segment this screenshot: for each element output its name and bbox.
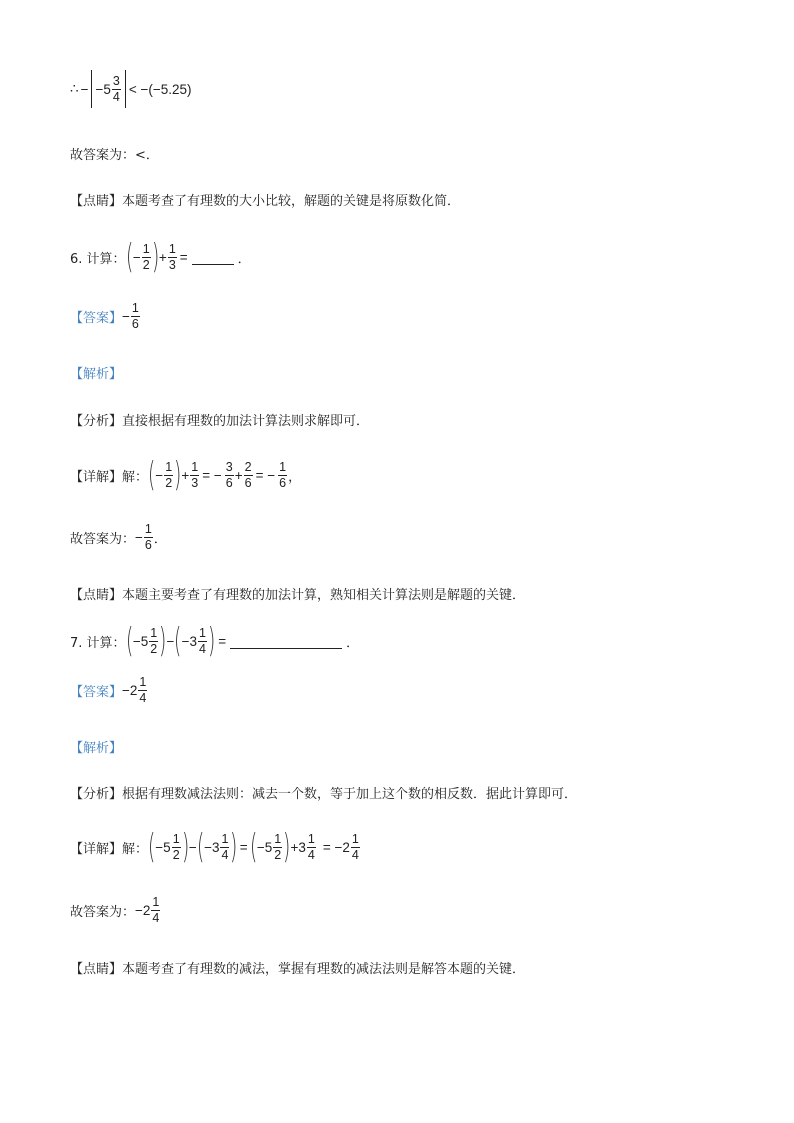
right-paren: ) [181,827,189,867]
comment-tag: 【点睛】 [70,962,123,977]
analysis-tag: 【分析】 [70,414,123,429]
answer-blank [192,250,234,265]
left-paren: ( [125,621,133,661]
solution-7: 【详解】 解： ( −5 $\frac{1}{2}$ ) − ( −3 $\frac{1}{4}$ ) = ( −5 $\frac{1}{2}$ ) +3 $\frac{1}{4}$ = −2 $\frac{1}{4}$ [70,827,359,867]
answer-tag: 【答案】 [70,685,123,700]
solution-6: 【详解】 解： ( − $\frac{1}{2}$ ) + $\frac{1}{3}$ = − $\frac{3}{6}$ + $\frac{2}{6}$ = − $\frac{1}{6}$ ， [70,455,302,495]
answer-7: 【答案】 −2 $\frac{1}{4}$ [70,675,147,705]
left-paren: ( [174,621,182,661]
fraction: $\frac{1}{3}$ [168,241,176,272]
right-paren: ) [174,455,182,495]
fraction: $\frac{1}{4}$ [139,675,147,705]
question-6: 6. 计算： ( − $\frac{1}{2}$ ) + $\frac{1}{3}$ = ． [70,237,251,277]
conclusion-line [70,70,192,108]
left-paren: ( [249,827,257,867]
right-paren: ) [151,237,159,277]
analysis-6: 【分析】 直接根据有理数的加法计算法则求解即可． [70,410,369,429]
analysis-tag-6: 【解析】 [70,367,123,382]
fraction: $\frac{1}{4}$ [351,831,359,862]
question-prefix: 6. 计算： [70,251,126,267]
analysis-tag-7: 【解析】 [70,741,123,756]
fraction: $\frac{3}{6}$ [225,459,233,490]
comparison-rest: < −(−5.25) [128,81,192,97]
left-paren: ( [125,237,133,277]
fraction: $\frac{1}{4}$ [152,895,160,925]
right-paren: ) [159,621,167,661]
final-answer-7: 故答案为： −2 $\frac{1}{4}$ [70,895,160,925]
fraction: $\frac{1}{6}$ [144,522,152,552]
comment-line: 【点睛】 本题考查了有理数的大小比较，解题的关键是将原数化简． [70,190,460,209]
question-prefix: 7. 计算： [70,635,126,651]
abs-bar-left [91,70,92,108]
fraction: $\frac{2}{6}$ [244,459,252,490]
answer-line: 故答案为：<． [70,148,159,163]
right-paren: ) [283,827,291,867]
answer-6: 【答案】 − $\frac{1}{6}$ [70,301,139,331]
comment-tag: 【点睛】 [70,588,123,603]
left-paren: ( [148,455,156,495]
fraction: $\frac{1}{2}$ [150,625,158,656]
therefore-symbol: ∴ [70,81,79,96]
comment-7: 【点睛】 本题考查了有理数的减法，掌握有理数的减法法则是解答本题的关键． [70,958,525,977]
comment-tag: 【点睛】 [70,194,123,209]
fraction: $\frac{1}{4}$ [221,831,229,862]
final-answer-6: 故答案为： − $\frac{1}{6}$ ． [70,522,167,552]
left-paren: ( [148,827,156,867]
analysis-tag: 【分析】 [70,787,123,802]
fraction: $\frac{1}{3}$ [191,459,199,490]
right-paren: ) [207,621,216,661]
fraction: $\frac{1}{2}$ [142,241,150,272]
solution-tag: 【详解】 [70,841,123,857]
answer-tag: 【答案】 [70,311,123,326]
fraction: $\frac{1}{2}$ [172,831,180,862]
right-paren: ) [230,827,238,867]
question-7: 7. 计算： ( −5 $\frac{1}{2}$ ) − ( −3 $\frac{1}{4}$ ) = ． [70,621,360,661]
fraction: $\frac{1}{4}$ [199,625,206,656]
fraction: $\frac{1}{2}$ [274,831,282,862]
mixed-whole: −5 [95,81,111,97]
comment-6: 【点睛】 本题主要考查了有理数的加法计算，熟知相关计算法则是解题的关键． [70,584,525,603]
abs-bar-right [125,70,126,108]
solution-tag: 【详解】 [70,469,123,485]
fraction: $\frac{1}{6}$ [131,301,139,331]
fraction: $\frac{1}{2}$ [165,459,173,490]
minus-sign: − [80,81,89,97]
left-paren: ( [196,827,205,867]
fraction: $\frac{3}{4}$ [112,73,120,104]
fraction: $\frac{1}{4}$ [307,831,315,862]
fraction: $\frac{1}{6}$ [279,459,287,490]
analysis-7: 【分析】 根据有理数减法法则：减去一个数，等于加上这个数的相反数．据此计算即可． [70,783,577,802]
answer-blank [230,634,342,649]
